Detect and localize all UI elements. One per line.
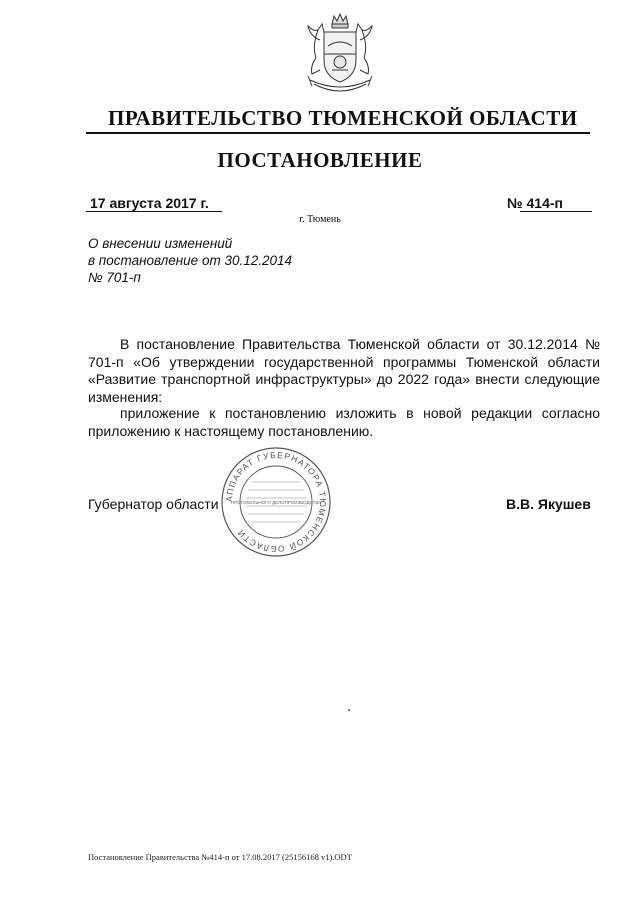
- document-type-heading: ПОСТАНОВЛЕНИЕ: [217, 148, 423, 172]
- scan-speck: [348, 709, 350, 711]
- document-date: 17 августа 2017 г.: [90, 195, 209, 211]
- document-city: г. Тюмень: [299, 214, 341, 225]
- signatory-position: Губернатор области: [88, 496, 219, 512]
- date-underline: [86, 211, 222, 212]
- document-subject: [88, 235, 292, 286]
- body-paragraph: В постановление Правительства Тюменской области от 30.12.2014 № 701-п «Об утверждении государственной программы Тюменской области «Развитие транспортной инфраструктуры» до 2022 года» внести следующие изменения:: [88, 336, 600, 405]
- number-underline: [520, 211, 592, 212]
- body-paragraph: приложение к постановлению изложить в новой редакции согласно приложению к настоящему постановлению.: [88, 405, 600, 439]
- document-footer: Постановление Правительства №414-п от 17.08.2017 (25156168 v1).ODT: [88, 852, 352, 862]
- title-divider: [86, 132, 590, 134]
- official-stamp: [220, 446, 332, 558]
- organization-title: ПРАВИТЕЛЬСТВО ТЮМЕНСКОЙ ОБЛАСТИ: [108, 106, 578, 130]
- document-number: № 414-п: [507, 195, 563, 211]
- stamp-center-text: ПРОТОКОЛЬНОГО ДЕЛОПРОИЗВОДСТВА: [230, 500, 322, 505]
- subject-line: в постановление от 30.12.2014: [88, 253, 293, 268]
- coat-of-arms-icon: [298, 10, 382, 98]
- subject-line: О внесении изменений: [88, 236, 233, 251]
- stamp-ring-text: АППАРАТ ГУБЕРНАТОРА ТЮМЕНСКОЙ ОБЛАСТИ: [223, 449, 329, 555]
- subject-line: № 701-п: [88, 270, 141, 285]
- signatory-name: В.В. Якушев: [506, 496, 591, 512]
